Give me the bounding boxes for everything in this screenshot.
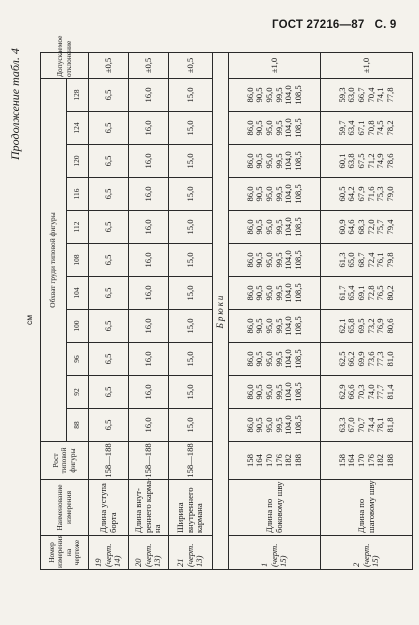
value-cell: 6,5	[89, 244, 129, 277]
value-cell: 62,9 66,6 70,3 74,0 77,7 81,4	[321, 376, 413, 409]
value-cell: 60,5 64,2 67,9 71,6 75,3 79,0	[321, 178, 413, 211]
tolerance-cell: ±0,5	[129, 53, 169, 79]
table-row	[129, 53, 169, 570]
value-cell: 61,3 65,0 68,7 72,4 76,1 79,8	[321, 244, 413, 277]
col-name-header: Наименование измерения	[41, 480, 89, 536]
growth-cell: 158 164 170 176 182 188	[321, 442, 413, 480]
value-cell: 62,1 65,8 69,5 73,2 76,9 80,6	[321, 310, 413, 343]
col-size-header: 128	[67, 79, 89, 112]
col-size-header: 112	[67, 211, 89, 244]
value-cell: 86,0 90,5 95,0 99,5 104,0 108,5	[229, 277, 321, 310]
value-cell: 6,5	[89, 277, 129, 310]
value-cell: 15,0	[169, 409, 213, 442]
value-cell: 6,5	[89, 310, 129, 343]
value-cell: 86,0 90,5 95,0 99,5 104,0 108,5	[229, 112, 321, 145]
value-cell: 15,0	[169, 178, 213, 211]
value-cell: 63,3 67,0 70,7 74,4 78,1 81,8	[321, 409, 413, 442]
value-cell: 16,0	[129, 376, 169, 409]
unit-label: см	[24, 314, 34, 325]
col-number-header: Номер измерения на чертеже	[41, 536, 89, 570]
value-cell: 15,0	[169, 211, 213, 244]
value-cell: 86,0 90,5 95,0 99,5 104,0 108,5	[229, 79, 321, 112]
value-cell: 15,0	[169, 310, 213, 343]
value-cell: 6,5	[89, 145, 129, 178]
value-cell: 6,5	[89, 376, 129, 409]
value-cell: 16,0	[129, 112, 169, 145]
tolerance-cell: ±0,5	[89, 53, 129, 79]
table-continuation-label: Продолжение табл. 4	[8, 48, 22, 160]
value-cell: 86,0 90,5 95,0 99,5 104,0 108,5	[229, 178, 321, 211]
col-size-header: 120	[67, 145, 89, 178]
col-size-header: 124	[67, 112, 89, 145]
measure-number: 2 (черт. 15)	[321, 536, 413, 570]
value-cell: 86,0 90,5 95,0 99,5 104,0 108,5	[229, 145, 321, 178]
col-size-header: 96	[67, 343, 89, 376]
value-cell: 86,0 90,5 95,0 99,5 104,0 108,5	[229, 376, 321, 409]
growth-cell: 158—188	[129, 442, 169, 480]
value-cell: 6,5	[89, 79, 129, 112]
col-growth-header: Рост типовой фигуры	[41, 442, 89, 480]
value-cell: 6,5	[89, 343, 129, 376]
value-cell: 16,0	[129, 178, 169, 211]
table-row	[321, 53, 413, 570]
value-cell: 16,0	[129, 244, 169, 277]
col-size-header: 88	[67, 409, 89, 442]
measure-number: 1 (черт. 15)	[229, 536, 321, 570]
col-group-header: Обхват груди типовой фигуры	[41, 79, 67, 442]
col-size-header: 92	[67, 376, 89, 409]
value-cell: 60,1 63,8 67,5 71,2 74,9 78,6	[321, 145, 413, 178]
measure-number: 19 (черт. 14)	[89, 536, 129, 570]
value-cell: 59,3 63,0 66,7 70,4 74,1 77,8	[321, 79, 413, 112]
col-size-header: 116	[67, 178, 89, 211]
header-standard: ГОСТ 27216—87 С. 9	[272, 19, 397, 31]
value-cell: 16,0	[129, 409, 169, 442]
value-cell: 86,0 90,5 95,0 99,5 104,0 108,5	[229, 310, 321, 343]
tolerance-cell: ±1,0	[321, 53, 413, 79]
measure-name: Длина внут- реннего карма- на	[129, 480, 169, 536]
value-cell: 16,0	[129, 343, 169, 376]
value-cell: 15,0	[169, 376, 213, 409]
table-row	[89, 53, 129, 570]
value-cell: 16,0	[129, 277, 169, 310]
value-cell: 86,0 90,5 95,0 99,5 104,0 108,5	[229, 244, 321, 277]
value-cell: 62,5 66,2 69,9 73,6 77,3 81,0	[321, 343, 413, 376]
measure-number: 21 (черт. 13)	[169, 536, 213, 570]
table-row	[229, 53, 321, 570]
value-cell: 61,7 65,4 69,1 72,8 76,5 80,2	[321, 277, 413, 310]
value-cell: 15,0	[169, 145, 213, 178]
value-cell: 60,9 64,6 68,3 72,0 75,7 79,4	[321, 211, 413, 244]
growth-cell: 158—188	[169, 442, 213, 480]
col-size-header: 104	[67, 277, 89, 310]
table-row	[169, 53, 213, 570]
value-cell: 6,5	[89, 211, 129, 244]
value-cell: 15,0	[169, 277, 213, 310]
measure-name: Длина по шаговому шву	[321, 480, 413, 536]
value-cell: 15,0	[169, 343, 213, 376]
col-size-header: 100	[67, 310, 89, 343]
value-cell: 16,0	[129, 145, 169, 178]
value-cell: 16,0	[129, 310, 169, 343]
value-cell: 16,0	[129, 211, 169, 244]
measure-name: Длина уступа борта	[89, 480, 129, 536]
value-cell: 86,0 90,5 95,0 99,5 104,0 108,5	[229, 211, 321, 244]
tolerance-cell: ±1,0	[229, 53, 321, 79]
value-cell: 15,0	[169, 79, 213, 112]
value-cell: 86,0 90,5 95,0 99,5 104,0 108,5	[229, 343, 321, 376]
value-cell: 15,0	[169, 244, 213, 277]
value-cell: 6,5	[89, 178, 129, 211]
col-size-header: 108	[67, 244, 89, 277]
measurement-table	[40, 35, 413, 570]
tolerance-cell: ±0,5	[169, 53, 213, 79]
measure-number: 20 (черт. 13)	[129, 536, 169, 570]
measure-name: Ширина внутреннего кармана	[169, 480, 213, 536]
value-cell: 6,5	[89, 409, 129, 442]
growth-cell: 158 164 170 176 182 188	[229, 442, 321, 480]
value-cell: 86,0 90,5 95,0 99,5 104,0 108,5	[229, 409, 321, 442]
value-cell: 15,0	[169, 112, 213, 145]
value-cell: 6,5	[89, 112, 129, 145]
growth-cell: 158—188	[89, 442, 129, 480]
measure-name: Длина по боковому шву	[229, 480, 321, 536]
value-cell: 59,7 63,4 67,1 70,8 74,5 78,2	[321, 112, 413, 145]
value-cell: 16,0	[129, 79, 169, 112]
section-title: Брюки	[213, 53, 229, 570]
col-tolerance-header: Допускаемое отклонение	[41, 53, 89, 79]
section-row	[213, 53, 229, 570]
